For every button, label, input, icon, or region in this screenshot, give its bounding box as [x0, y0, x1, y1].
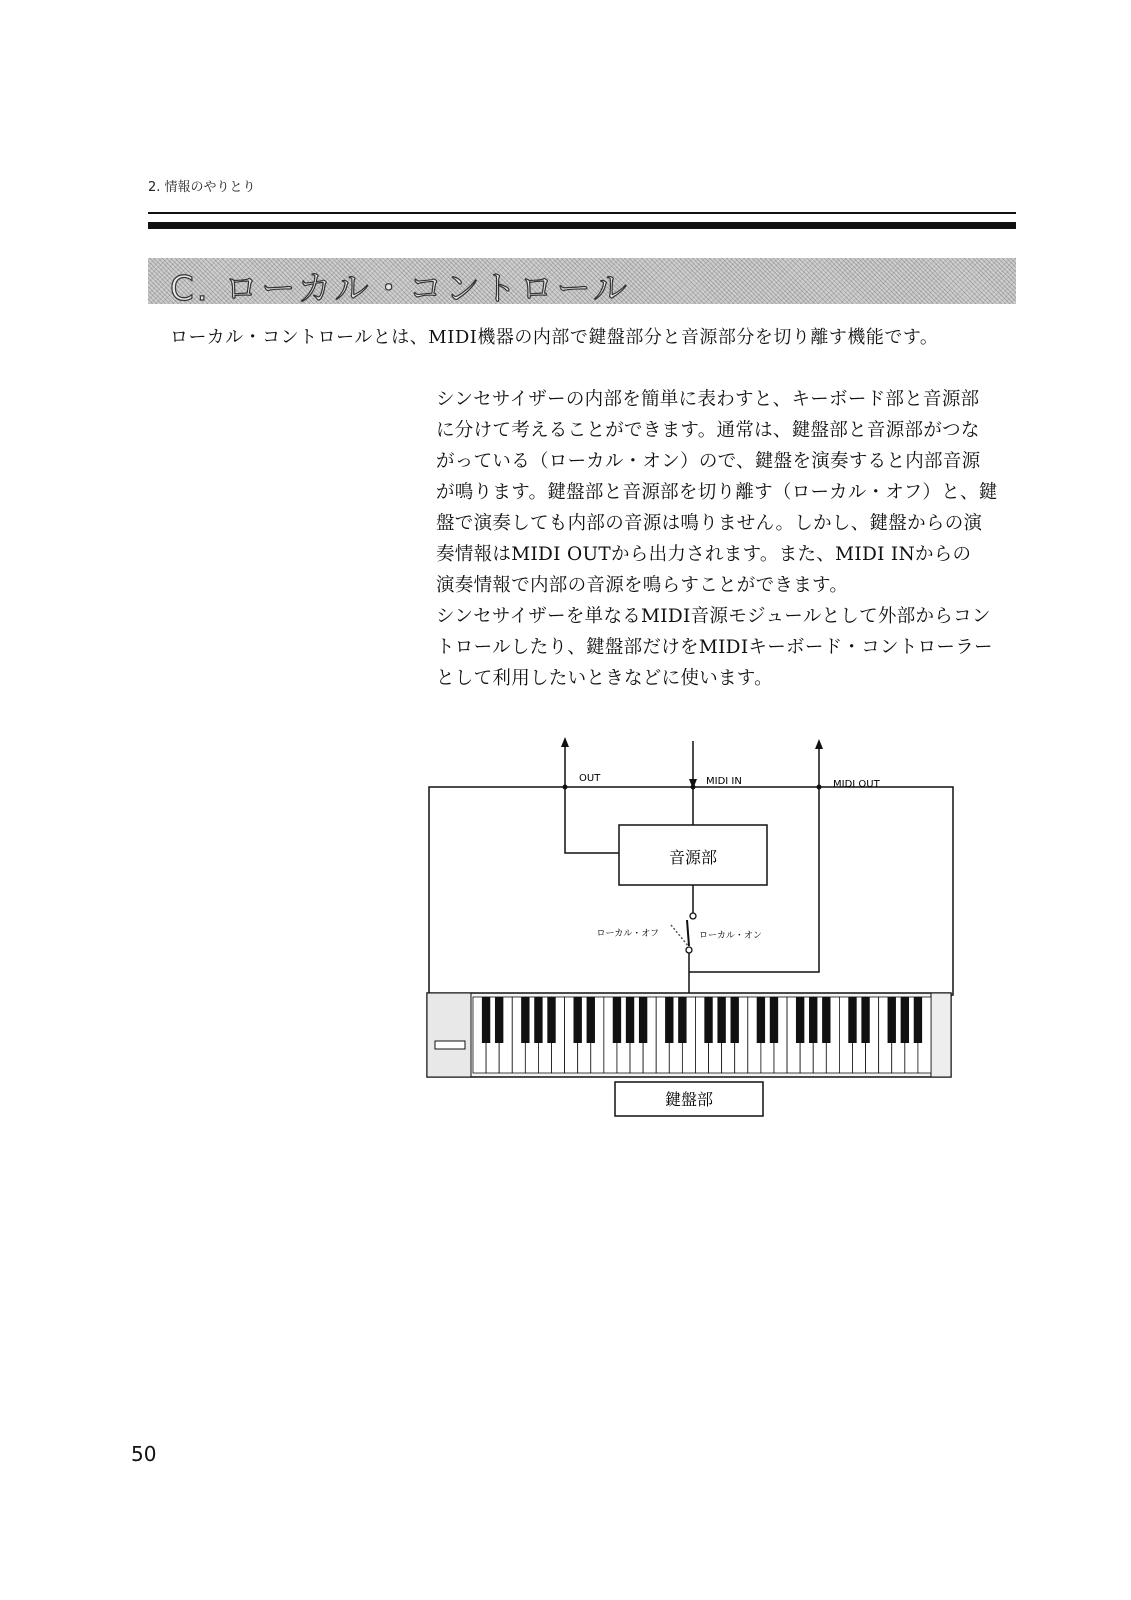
label-local-on: ローカル・オン: [699, 931, 762, 941]
junction-dot: [817, 785, 822, 790]
black-key: [731, 997, 739, 1043]
black-key: [547, 997, 555, 1043]
switch-contact-top: [690, 913, 696, 919]
body-line: に分けて考えることができます。通常は、鍵盤部と音源部がつな: [436, 420, 980, 441]
switch-lever-off: [671, 925, 689, 947]
label-local-off: ローカル・オフ: [596, 929, 659, 939]
switch-contact-bottom: [686, 947, 692, 953]
page-number: 50: [131, 1442, 157, 1466]
piano-keys: [473, 997, 931, 1073]
body-line: 演奏情報で内部の音源を鳴らすことができます。: [436, 575, 849, 596]
out-arrow-icon: [561, 737, 569, 747]
panel-slot-icon: [435, 1041, 465, 1049]
black-key: [613, 997, 621, 1043]
synth-housing: [429, 787, 953, 995]
body-line: シンセサイザーの内部を簡単に表わすと、キーボード部と音源部: [436, 389, 980, 410]
black-key: [822, 997, 830, 1043]
body-line: がっている（ローカル・オン）ので、鍵盤を演奏すると内部音源: [436, 451, 981, 472]
switch-lever-on: [687, 920, 689, 946]
local-control-diagram: [425, 735, 965, 1125]
black-key: [809, 997, 817, 1043]
label-midi-out: MIDI OUT: [833, 779, 880, 790]
black-key: [757, 997, 765, 1043]
out-path: [565, 787, 619, 853]
running-head: 2. 情報のやりとり: [148, 180, 256, 195]
black-key: [901, 997, 909, 1043]
section-heading-bar: [148, 258, 1016, 309]
sound-source-label: 音源部: [668, 848, 718, 867]
body-line: 盤で演奏しても内部の音源は鳴りません。しかし、鍵盤からの演: [436, 513, 983, 534]
body-line: が鳴ります。鍵盤部と音源部を切り離す（ローカル・オフ）と、鍵: [436, 482, 998, 503]
body-line: として利用したいときなどに使います。: [436, 668, 773, 689]
label-out: OUT: [579, 773, 601, 784]
label-midi-in: MIDI IN: [706, 776, 742, 787]
black-key: [796, 997, 804, 1043]
black-key: [573, 997, 581, 1043]
body-line: シンセサイザーを単なるMIDI音源モジュールとして外部からコン: [436, 606, 991, 627]
black-key: [534, 997, 542, 1043]
black-key: [704, 997, 712, 1043]
black-key: [639, 997, 647, 1043]
black-key: [888, 997, 896, 1043]
body-paragraph: [436, 384, 1016, 694]
black-key: [587, 997, 595, 1043]
black-key: [665, 997, 673, 1043]
black-key: [861, 997, 869, 1043]
midi-out-arrow-icon: [815, 739, 823, 749]
black-key: [626, 997, 634, 1043]
keyboard-end-cap: [931, 993, 951, 1077]
section-title: C. ローカル・コントロール: [170, 269, 630, 309]
black-key: [521, 997, 529, 1043]
black-key: [678, 997, 686, 1043]
header-rule-thick: [148, 222, 1016, 229]
body-line: トロールしたり、鍵盤部だけをMIDIキーボード・コントローラー: [436, 637, 993, 658]
keyboard-panel: [427, 993, 471, 1077]
black-key: [717, 997, 725, 1043]
keyboard-label: 鍵盤部: [664, 1090, 714, 1109]
black-key: [914, 997, 922, 1043]
body-line: 奏情報はMIDI OUTから出力されます。また、MIDI INからの: [436, 544, 972, 565]
header-rule-thin: [148, 212, 1016, 214]
lead-sentence: ローカル・コントロールとは、MIDI機器の内部で鍵盤部分と音源部分を切り離す機能です。: [170, 327, 939, 348]
black-key: [495, 997, 503, 1043]
black-key: [770, 997, 778, 1043]
black-key: [848, 997, 856, 1043]
black-key: [482, 997, 490, 1043]
